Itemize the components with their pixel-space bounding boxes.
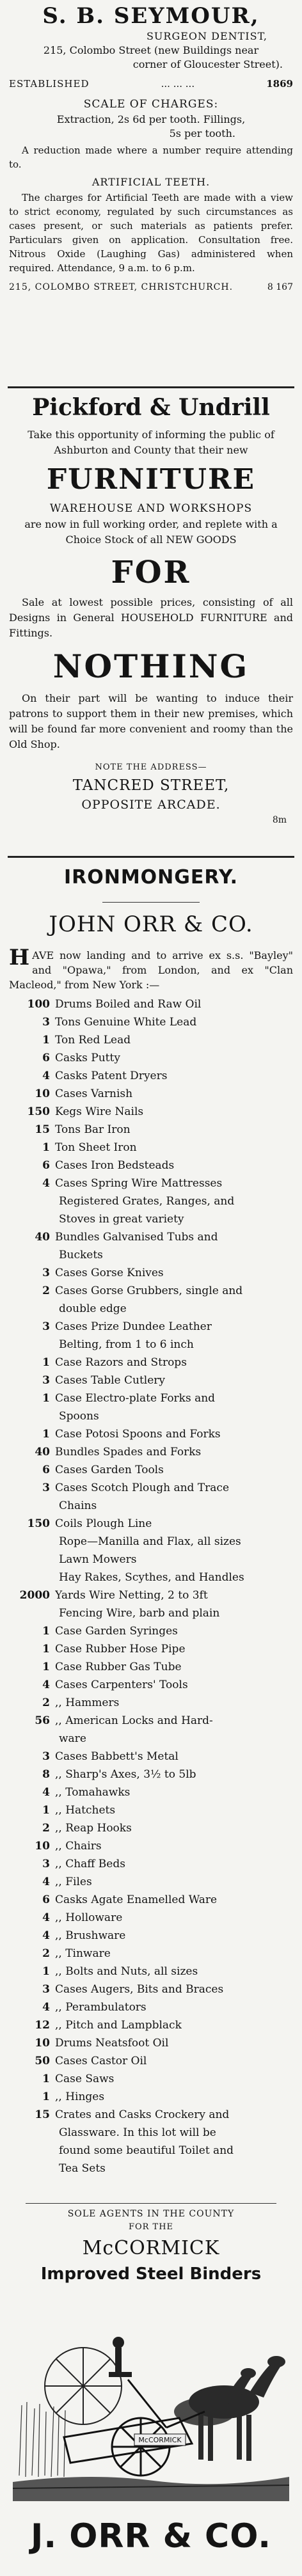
stock-list-item <box>9 2070 293 2088</box>
stock-item-description: Cases Table Cutlery <box>55 1374 166 1387</box>
stock-list-item <box>9 1694 293 1712</box>
stock-item-quantity: 10 <box>35 1840 50 1853</box>
stock-list-item <box>9 1837 293 1855</box>
stock-item-quantity: 3 <box>42 1267 50 1279</box>
mccormick-block <box>0 2207 302 2286</box>
stock-item-description: Cases Babbett's Metal <box>55 1750 179 1763</box>
stock-list-item <box>9 2160 293 2177</box>
stock-item-quantity: 1 <box>42 2073 50 2085</box>
stock-list-item <box>9 1192 293 1210</box>
stock-item-description: ,, American Locks and Hard- <box>55 1714 213 1727</box>
stock-list-item <box>9 1157 293 1174</box>
stock-item-quantity: 4 <box>42 1929 50 1942</box>
stock-list-item <box>9 2016 293 2034</box>
stock-item-quantity: 40 <box>35 1231 50 1244</box>
furniture-heading: FURNITURE <box>46 463 256 496</box>
stock-item-quantity: 3 <box>42 1374 50 1387</box>
stock-item-description: ,, Hammers <box>55 1696 120 1709</box>
stock-list-item <box>9 1264 293 1282</box>
stock-list-item <box>9 1461 293 1479</box>
stock-list-item <box>9 1551 293 1569</box>
stock-item-description: Cases Gorse Grubbers, single and <box>55 1284 243 1297</box>
stock-item-description: Casks Putty <box>55 1052 120 1064</box>
stock-list-item <box>9 1425 293 1443</box>
stock-item-quantity: 4 <box>42 1786 50 1799</box>
stock-list-item <box>9 1300 293 1318</box>
stock-item-quantity: 10 <box>35 1087 50 1100</box>
stock-list-item <box>9 1873 293 1891</box>
stock-item-description: ,, Hatchets <box>55 1804 116 1817</box>
stock-item-description: ,, Pitch and Lampblack <box>55 2019 182 2032</box>
binder-illustration <box>13 2290 289 2501</box>
orr-dropcap: H <box>9 945 30 970</box>
divider <box>102 902 200 903</box>
charges-line-2: 5s per tooth. <box>169 127 235 139</box>
stock-item-description: Cases Garden Tools <box>55 1464 164 1476</box>
stock-item-description: Cases Varnish <box>55 1087 133 1100</box>
stock-item-quantity: 1 <box>42 1141 50 1154</box>
stock-item-quantity: 150 <box>27 1105 50 1118</box>
seymour-footer <box>9 279 293 296</box>
stock-list-item <box>9 1210 293 1228</box>
charges-line-1: Extraction, 2s 6d per tooth. Fillings, <box>56 113 246 125</box>
stock-item-quantity: 4 <box>42 1070 50 1082</box>
for-body: Sale at lowest possible prices, consisting of all Designs in General HOUSEHOLD FURNITURE and Fittings. <box>9 596 293 639</box>
orr-footer-name: J. ORR & CO. <box>30 2517 272 2556</box>
stock-list-item <box>9 1766 293 1783</box>
stock-item-description: ,, Brushware <box>55 1929 126 1942</box>
stock-item-description: Case Garden Syringes <box>55 1625 178 1638</box>
stock-item-description: Ton Red Lead <box>55 1034 131 1047</box>
stock-item-description: Lawn Mowers <box>59 1553 137 1566</box>
agents-line-1: SOLE AGENTS IN THE COUNTY <box>67 2209 235 2219</box>
stock-list-item <box>9 1927 293 1945</box>
stock-list-item <box>9 2124 293 2142</box>
stock-item-quantity: 3 <box>42 1983 50 1996</box>
stock-list-item <box>9 1640 293 1658</box>
stock-item-quantity: 40 <box>35 1446 50 1458</box>
stock-item-description: Belting, from 1 to 6 inch <box>59 1338 194 1351</box>
stock-item-description: Drums Neatsfoot Oil <box>55 2037 169 2050</box>
orr-intro-body: AVE now landing and to arrive ex s.s. "Bayley" and "Opawa," from London, and ex "Clan Macleod," from New York :— <box>9 949 293 991</box>
stock-item-description: Case Rubber Gas Tube <box>55 1661 182 1673</box>
stock-list-item <box>9 1067 293 1085</box>
divider <box>8 856 294 858</box>
artificial-heading: ARTIFICIAL TEETH. <box>91 176 211 188</box>
seymour-footer-ref: 8 167 <box>267 282 293 292</box>
reaper-binder-image <box>13 2290 289 2501</box>
orr-company-name: JOHN ORR & CO. <box>49 912 253 937</box>
stock-item-description: Casks Patent Dryers <box>55 1070 168 1082</box>
stock-item-description: ,, Perambulators <box>55 2001 147 2014</box>
established-year: 1869 <box>266 78 293 90</box>
stock-item-description: Tons Genuine White Lead <box>55 1016 197 1029</box>
stock-item-description: Cases Carpenters' Tools <box>55 1679 188 1691</box>
stock-item-quantity: 1 <box>42 1392 50 1405</box>
stock-list-item <box>9 1121 293 1139</box>
nothing-heading: NOTHING <box>52 647 250 685</box>
stock-list-item <box>9 2142 293 2160</box>
stock-list-item <box>9 2052 293 2070</box>
stock-list-item <box>9 995 293 1013</box>
stock-item-quantity: 12 <box>35 2019 50 2032</box>
stock-item-description: Cases Prize Dundee Leather <box>55 1320 212 1333</box>
for-heading: FOR <box>111 555 191 590</box>
stock-item-description: ,, Bolts and Nuts, all sizes <box>55 1965 198 1978</box>
seymour-address-1: 215, Colombo Street (new Buildings near <box>43 44 259 56</box>
stock-item-quantity: 50 <box>35 2055 50 2067</box>
stock-list-item <box>9 1407 293 1425</box>
stock-list-item <box>9 1533 293 1551</box>
stock-item-description: ,, Files <box>55 1876 92 1888</box>
stock-item-description: Crates and Casks Crockery and <box>55 2108 230 2121</box>
stock-list-item <box>9 1336 293 1354</box>
stock-item-description: Buckets <box>59 1249 103 1261</box>
stock-item-description: Rope—Manilla and Flax, all sizes <box>59 1535 241 1548</box>
stock-item-description: Cases Gorse Knives <box>55 1267 164 1279</box>
stock-list-item <box>9 1658 293 1676</box>
pickford-advert <box>0 391 302 826</box>
stock-item-quantity: 1 <box>42 1661 50 1673</box>
stock-list-item <box>9 1980 293 1998</box>
stock-list-item <box>9 2088 293 2106</box>
stock-item-description: Cases Castor Oil <box>55 2055 147 2067</box>
stock-list-item <box>9 1748 293 1766</box>
stock-list-item <box>9 1712 293 1730</box>
opposite-arcade: OPPOSITE ARCADE. <box>81 798 221 812</box>
stock-item-quantity: 6 <box>42 1052 50 1064</box>
reduction-note: A reduction made where a number require attending to. <box>9 145 293 170</box>
stock-item-description: Yards Wire Netting, 2 to 3ft <box>55 1589 208 1602</box>
stock-item-quantity: 56 <box>35 1714 50 1727</box>
stock-item-quantity: 6 <box>42 1159 50 1172</box>
seymour-address-2: corner of Gloucester Street). <box>132 58 283 70</box>
stock-item-description: ,, Chairs <box>55 1840 102 1853</box>
stock-list-item <box>9 1174 293 1192</box>
stock-item-description: Case Saws <box>55 2073 115 2085</box>
seymour-advert <box>0 3 302 296</box>
stock-list-item <box>9 1801 293 1819</box>
stock-item-quantity: 3 <box>42 1750 50 1763</box>
warehouse-heading: WAREHOUSE AND WORKSHOPS <box>49 502 253 515</box>
stock-item-quantity: 6 <box>42 1464 50 1476</box>
seymour-title: SURGEON DENTIST, <box>146 30 267 42</box>
stock-list-item <box>9 1139 293 1157</box>
stock-list-item <box>9 1586 293 1604</box>
stock-item-quantity: 4 <box>42 1876 50 1888</box>
stock-item-description: Glassware. In this lot will be <box>59 2126 216 2139</box>
stock-list-item <box>9 1049 293 1067</box>
stock-list-item <box>9 1515 293 1533</box>
stock-list-item <box>9 1963 293 1980</box>
stock-item-quantity: 1 <box>42 2090 50 2103</box>
stock-item-description: found some beautiful Toilet and <box>59 2144 234 2157</box>
stock-item-quantity: 1 <box>42 1034 50 1047</box>
nothing-body: On their part will be wanting to induce their patrons to support them in their new premises, which will be found far more convenient and roomy than the Old Shop. <box>9 692 293 750</box>
established-dots: ... ... ... <box>161 78 195 90</box>
ironmongery-heading: IRONMONGERY. <box>63 866 239 889</box>
stock-list-item <box>9 1909 293 1927</box>
stock-item-quantity: 3 <box>42 1482 50 1494</box>
binders-heading: Improved Steel Binders <box>40 2264 262 2284</box>
stock-item-description: ,, Holloware <box>55 1911 123 1924</box>
stock-list-item <box>9 1783 293 1801</box>
stock-list-item <box>9 1497 293 1515</box>
stock-list-item <box>9 1389 293 1407</box>
stock-item-description: Tea Sets <box>59 2162 106 2175</box>
stock-item-description: Registered Grates, Ranges, and <box>59 1195 235 1208</box>
pickford-ref: 8m <box>272 815 287 825</box>
stock-list-item <box>9 1318 293 1336</box>
stock-list-item <box>9 1622 293 1640</box>
stock-item-description: ,, Tomahawks <box>55 1786 131 1799</box>
stock-item-description: ware <box>59 1732 86 1745</box>
stock-item-quantity: 6 <box>42 1893 50 1906</box>
stock-item-description: Casks Agate Enamelled Ware <box>55 1893 218 1906</box>
stock-list-item <box>9 1569 293 1586</box>
stock-item-quantity: 8 <box>42 1768 50 1781</box>
stock-list-item <box>9 1945 293 1963</box>
stock-item-description: Bundles Galvanised Tubs and <box>55 1231 218 1244</box>
stock-item-quantity: 15 <box>35 1123 50 1136</box>
stock-item-quantity: 1 <box>42 1965 50 1978</box>
stock-item-quantity: 2 <box>42 1947 50 1960</box>
pickford-name: Pickford & Undrill <box>32 394 270 421</box>
stock-item-description: Kegs Wire Nails <box>55 1105 144 1118</box>
divider <box>8 386 294 388</box>
stock-list-item <box>9 1819 293 1837</box>
artificial-body: The charges for Artificial Teeth are made with a view to strict economy, regulated by such circumstances as cases present, or such materials as patients prefer. Particulars given on application. Consultation free. Nitrous Oxide (Laughing Gas) administered when required. Attendance, 9 a.m. to 6 p.m. <box>9 192 293 274</box>
stock-item-description: Ton Sheet Iron <box>55 1141 137 1154</box>
stock-list-item <box>9 1998 293 2016</box>
stock-item-quantity: 150 <box>27 1517 50 1530</box>
stock-item-quantity: 1 <box>42 1804 50 1817</box>
stock-item-quantity: 2 <box>42 1822 50 1835</box>
stock-item-quantity: 1 <box>42 1356 50 1369</box>
stock-item-quantity: 3 <box>42 1320 50 1333</box>
stock-list-item <box>9 1891 293 1909</box>
orr-footer <box>0 2514 302 2559</box>
stock-list-item <box>9 1013 293 1031</box>
stock-item-description: ,, Hinges <box>55 2090 105 2103</box>
stock-item-description: ,, Sharp's Axes, 3½ to 5lb <box>55 1768 196 1781</box>
stock-item-description: Cases Scotch Plough and Trace <box>55 1482 230 1494</box>
stock-list-item <box>9 1031 293 1049</box>
orr-intro <box>0 945 302 992</box>
stock-list-item <box>9 1228 293 1246</box>
orr-stock-list <box>0 995 302 2177</box>
stock-item-description: Fencing Wire, barb and plain <box>59 1607 220 1620</box>
orr-company-block <box>0 908 302 940</box>
stock-item-quantity: 3 <box>42 1858 50 1870</box>
stock-list-item <box>9 1354 293 1371</box>
orr-header <box>0 864 302 892</box>
stock-item-description: Bundles Spades and Forks <box>55 1446 202 1458</box>
stock-item-description: double edge <box>59 1302 127 1315</box>
stock-item-description: Spoons <box>59 1410 99 1423</box>
stock-item-quantity: 4 <box>42 1911 50 1924</box>
stock-item-description: Tons Bar Iron <box>55 1123 131 1136</box>
stock-item-quantity: 2000 <box>19 1589 50 1602</box>
stock-item-description: Case Rubber Hose Pipe <box>55 1643 186 1655</box>
stock-list-item <box>9 1282 293 1300</box>
stock-list-item <box>9 1604 293 1622</box>
stock-list-item <box>9 1246 293 1264</box>
stock-item-description: Coils Plough Line <box>55 1517 152 1530</box>
stock-item-quantity: 1 <box>42 1625 50 1638</box>
seymour-established <box>9 74 293 93</box>
stock-item-description: Case Potosi Spoons and Forks <box>55 1428 221 1441</box>
stock-item-description: Cases Iron Bedsteads <box>55 1159 175 1172</box>
stock-item-description: Stoves in great variety <box>59 1213 184 1226</box>
stock-list-item <box>9 2106 293 2124</box>
stock-item-description: Cases Augers, Bits and Braces <box>55 1983 224 1996</box>
stock-item-description: ,, Reap Hooks <box>55 1822 132 1835</box>
stock-item-description: Chains <box>59 1499 97 1512</box>
stock-item-quantity: 4 <box>42 1679 50 1691</box>
mccormick-heading: McCORMICK <box>82 2237 220 2259</box>
stock-item-quantity: 3 <box>42 1016 50 1029</box>
machine-label: McCORMICK <box>138 2436 182 2444</box>
stock-item-description: Case Razors and Strops <box>55 1356 187 1369</box>
stock-list-item <box>9 1371 293 1389</box>
stock-item-quantity: 4 <box>42 1177 50 1190</box>
stock-list-item <box>9 1443 293 1461</box>
stock-list-item <box>9 1730 293 1748</box>
agents-line-2: FOR THE <box>128 2222 174 2232</box>
stock-list-item <box>9 1676 293 1694</box>
stock-item-quantity: 10 <box>35 2037 50 2050</box>
seymour-name: S. B. SEYMOUR, <box>42 3 260 29</box>
orr-intro-text <box>9 945 293 992</box>
stock-item-description: Case Electro-plate Forks and <box>55 1392 216 1405</box>
divider <box>26 2203 276 2204</box>
tancred-street: TANCRED STREET, <box>72 777 230 794</box>
stock-list-item <box>9 1103 293 1121</box>
stock-item-quantity: 2 <box>42 1696 50 1709</box>
charges-heading: SCALE OF CHARGES: <box>83 98 219 111</box>
stock-item-quantity: 15 <box>35 2108 50 2121</box>
stock-item-quantity: 100 <box>27 998 50 1011</box>
stock-item-description: ,, Tinware <box>55 1947 111 1960</box>
stock-item-description: Hay Rakes, Scythes, and Handles <box>59 1571 244 1584</box>
stock-item-description: ,, Chaff Beds <box>55 1858 125 1870</box>
seymour-footer-address: 215, COLOMBO STREET, CHRISTCHURCH. <box>9 282 234 292</box>
stock-item-quantity: 1 <box>42 1428 50 1441</box>
warehouse-body: are now in full working order, and replete with a Choice Stock of all NEW GOODS <box>24 518 278 546</box>
established-label: ESTABLISHED <box>9 78 90 90</box>
stock-list-item <box>9 2034 293 2052</box>
note-address-label: NOTE THE ADDRESS— <box>95 763 207 772</box>
stock-item-quantity: 1 <box>42 1643 50 1655</box>
stock-item-quantity: 2 <box>42 1284 50 1297</box>
pickford-intro: Take this opportunity of informing the public of Ashburton and County that their new <box>28 429 274 456</box>
stock-item-description: Cases Spring Wire Mattresses <box>55 1177 223 1190</box>
stock-list-item <box>9 1479 293 1497</box>
stock-list-item <box>9 1855 293 1873</box>
stock-list-item <box>9 1085 293 1103</box>
stock-item-quantity: 4 <box>42 2001 50 2014</box>
stock-item-description: Drums Boiled and Raw Oil <box>55 998 202 1011</box>
